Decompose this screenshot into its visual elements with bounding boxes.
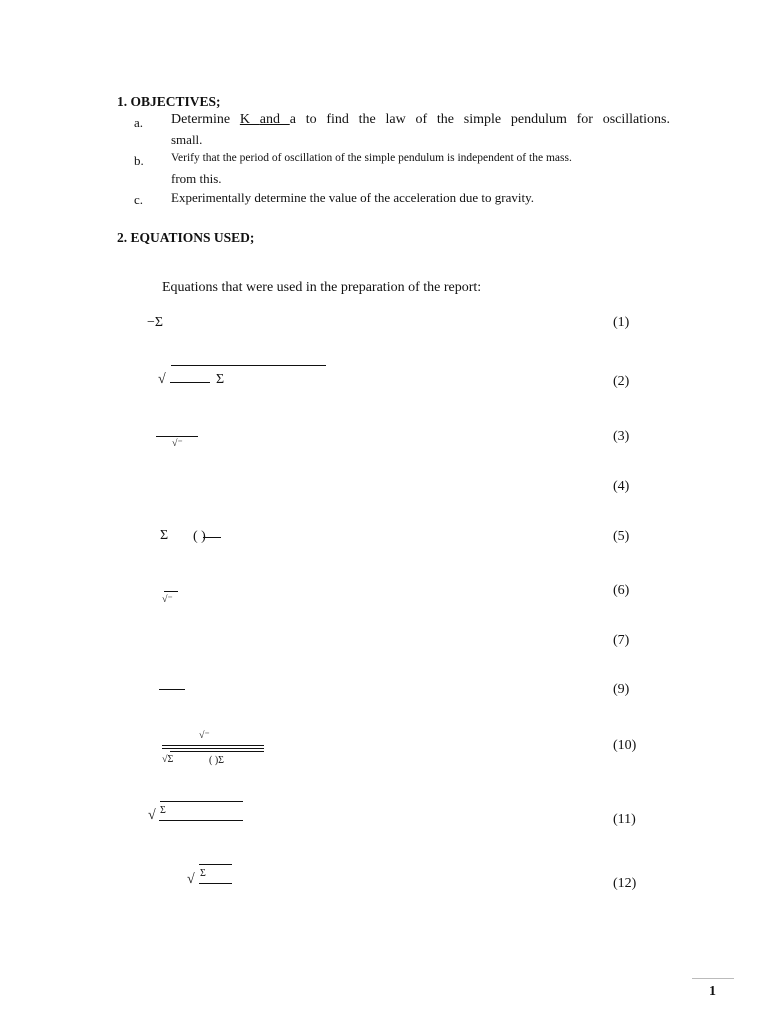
equation-3-sqrt: √⁻	[172, 438, 183, 449]
equation-6-overbar	[164, 591, 178, 592]
equation-12-fraction-bar	[199, 883, 232, 884]
objective-a-letter: a.	[134, 115, 144, 130]
equation-2-number: (2)	[613, 374, 630, 389]
equations-intro: Equations that were used in the preparation of the report:	[162, 280, 482, 295]
page-number: 1	[709, 984, 716, 999]
objective-a-line2: small.	[171, 132, 203, 147]
equations-heading: 2. EQUATIONS USED;	[117, 230, 255, 245]
equation-10-denominator-paren-sigma: ( )Σ	[209, 755, 224, 766]
equation-2-fraction-bar	[170, 382, 210, 383]
equation-11-fraction-bar	[159, 820, 243, 821]
objective-c-letter: c.	[134, 192, 144, 207]
objective-b-line1: Verify that the period of oscillation of the simple pendulum is independent of the mass.	[171, 152, 572, 164]
equation-11-sigma: Σ	[160, 805, 166, 816]
equation-1-number: (1)	[613, 315, 630, 330]
footer-rule	[692, 978, 734, 979]
equation-3-number: (3)	[613, 429, 630, 444]
equation-5-bar	[203, 537, 221, 538]
equation-3-fraction-bar	[156, 436, 198, 437]
equation-12-sigma: Σ	[200, 868, 206, 879]
equation-10-fraction-bar	[162, 745, 264, 749]
equation-5-number: (5)	[613, 529, 630, 544]
objective-a-line1: Determine K and a to find the law of the simple pendulum for oscillations.	[171, 112, 670, 127]
equation-7-number: (7)	[613, 633, 630, 648]
equation-12-number: (12)	[613, 876, 637, 891]
equation-11-sqrt: √	[148, 808, 156, 823]
objective-b-line2: from this.	[171, 171, 222, 186]
equation-2-overbar	[171, 365, 326, 366]
equation-12-sqrt: √	[187, 872, 195, 887]
equation-1-body: −Σ	[147, 315, 164, 330]
equation-10-denominator-sqrt-sigma: √Σ	[162, 754, 174, 765]
objective-c-line1: Experimentally determine the value of the acceleration due to gravity.	[171, 190, 535, 205]
equation-9-bar	[159, 689, 185, 690]
equation-10-denominator-overbar	[170, 751, 264, 752]
equation-6-sqrt: √⁻	[162, 594, 173, 605]
equation-5-paren: ( )	[193, 529, 206, 544]
objectives-heading: 1. OBJECTIVES;	[117, 94, 221, 109]
equation-12-overbar	[199, 864, 232, 865]
objective-b-letter: b.	[134, 153, 144, 168]
equation-11-overbar	[160, 801, 243, 802]
equation-10-numerator-sqrt: √⁻	[199, 730, 210, 741]
equation-11-number: (11)	[613, 812, 636, 827]
equation-5-sigma: Σ	[160, 528, 169, 543]
equation-2-sigma: Σ	[216, 372, 225, 387]
equation-4-number: (4)	[613, 479, 630, 494]
equation-6-number: (6)	[613, 583, 630, 598]
equation-10-number: (10)	[613, 738, 637, 753]
equation-2-sqrt: √	[158, 372, 166, 387]
equation-9-number: (9)	[613, 682, 630, 697]
